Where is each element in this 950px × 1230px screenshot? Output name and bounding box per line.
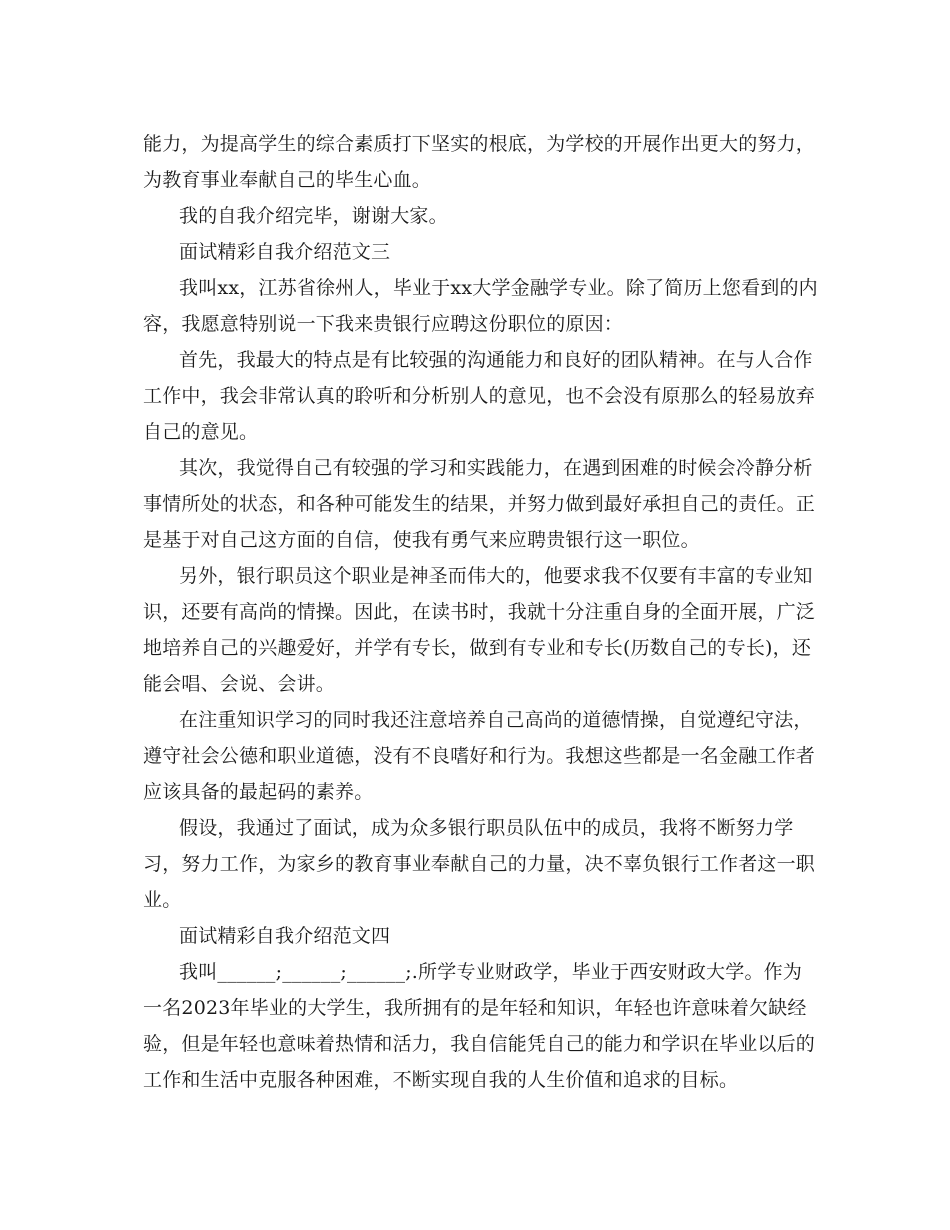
text-line: 业。: [143, 889, 182, 911]
text-line: 工作中，我会非常认真的聆听和分析别人的意见，也不会没有原那么的轻易放弃: [143, 385, 816, 407]
text-line: 自己的意见。: [143, 421, 259, 443]
text-line: 习，努力工作，为家乡的教育事业奉献自己的力量，决不辜负银行工作者这一职: [143, 853, 816, 875]
text-line: 验，但是年轻也意味着热情和活力，我自信能凭自己的能力和学识在毕业以后的: [143, 1033, 816, 1055]
text-line: 假设，我通过了面试，成为众多银行职员队伍中的成员，我将不断努力学: [179, 817, 794, 839]
text-line: 地培养自己的兴趣爱好，并学有专长，做到有专业和专长(历数自己的专长)，还: [143, 637, 812, 659]
text-line: 应该具备的最起码的素养。: [143, 781, 374, 803]
text-line: 能力，为提高学生的综合素质打下坚实的根底，为学校的开展作出更大的努力，: [143, 133, 816, 155]
text-line: 是基于对自己这方面的自信，使我有勇气来应聘贵银行这一职位。: [143, 529, 700, 551]
text-line: 我叫xx，江苏省徐州人，毕业于xx大学金融学专业。除了简历上您看到的内: [179, 277, 818, 299]
text-line: 识，还要有高尚的情操。因此，在读书时，我就十分注重自身的全面开展，广泛: [143, 601, 816, 623]
text-line: 遵守社会公德和职业道德，没有不良嗜好和行为。我想这些都是一名金融工作者: [143, 745, 816, 767]
text-line: 其次，我觉得自己有较强的学习和实践能力，在遇到困难的时候会冷静分析: [179, 457, 813, 479]
text-line: 另外，银行职员这个职业是神圣而伟大的，他要求我不仅要有丰富的专业知: [179, 565, 813, 587]
text-line: 我叫______;______;______;.所学专业财政学，毕业于西安财政大学。作为: [179, 961, 803, 983]
text-line: 我的自我介绍完毕，谢谢大家。: [179, 205, 448, 227]
document-body: [143, 126, 818, 1098]
text-line: 首先，我最大的特点是有比较强的沟通能力和良好的团队精神。在与人合作: [179, 349, 813, 371]
text-line: 事情所处的状态，和各种可能发生的结果，并努力做到最好承担自己的责任。正: [143, 493, 816, 515]
section-heading: 面试精彩自我介绍范文三: [179, 241, 391, 263]
text-line: 在注重知识学习的同时我还注意培养自己高尚的道德情操，自觉遵纪守法，: [179, 709, 813, 731]
section-heading: 面试精彩自我介绍范文四: [179, 925, 391, 947]
text-line: 一名2023年毕业的大学生，我所拥有的是年轻和知识，年轻也许意味着欠缺经: [143, 997, 807, 1019]
text-line: 容，我愿意特别说一下我来贵银行应聘这份职位的原因：: [143, 313, 624, 335]
text-line: 工作和生活中克服各种困难，不断实现自我的人生价值和追求的目标。: [143, 1069, 739, 1091]
text-line: 为教育事业奉献自己的毕生心血。: [143, 169, 432, 191]
text-line: 能会唱、会说、会讲。: [143, 673, 336, 695]
